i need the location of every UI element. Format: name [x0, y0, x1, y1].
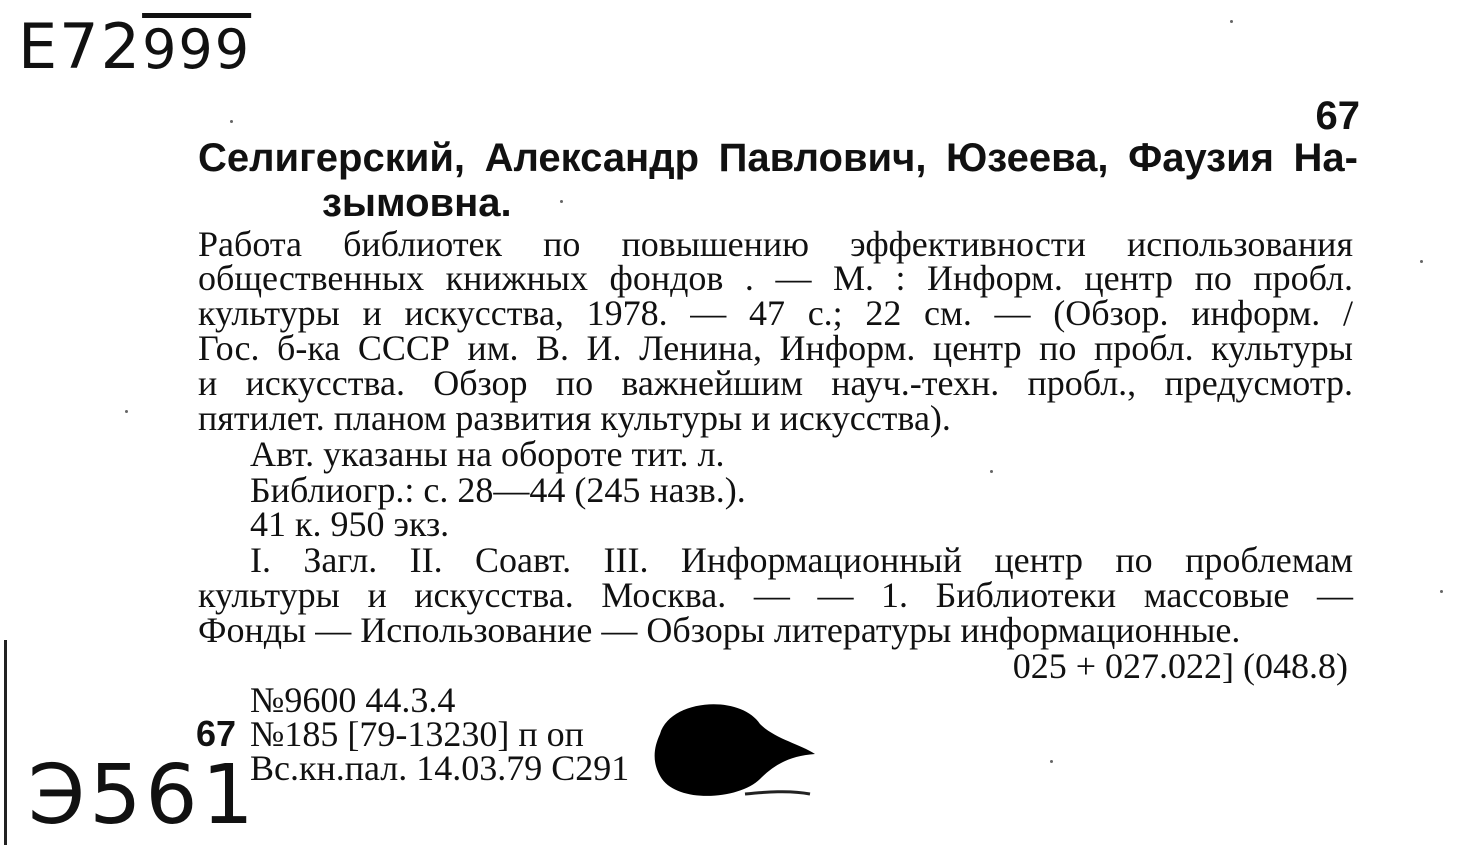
scan-speck	[230, 120, 233, 123]
note-bibliography: Библиогр.: с. 28—44 (245 назв.).	[250, 470, 746, 510]
scan-speck	[1050, 760, 1053, 763]
body-line-5: и искусства. Обзор по важнейшим науч.-техн. пробл., предусмотр.	[198, 363, 1353, 403]
body-line-2: общественных книжных фондов . — М. : Информ. центр по пробл.	[198, 258, 1353, 298]
heading-line-2: зымовна.	[322, 181, 512, 225]
body-line-1: Работа библиотек по повышению эффективности использования	[198, 224, 1353, 264]
footer-prefix: 67	[196, 713, 237, 754]
footer-line-2: Вс.кн.пал. 14.03.79 С291	[250, 748, 630, 788]
scan-speck	[990, 470, 993, 473]
scan-speck	[1230, 20, 1233, 23]
classification-index: 025 + 027.022] (048.8)	[1012, 646, 1348, 686]
footer-line-1: №185 [79-13230] п оп	[250, 714, 584, 754]
note-authors: Авт. указаны на обороте тит. л.	[250, 434, 725, 474]
body-line-3: культуры и искусства, 1978. — 47 с.; 22 см. — (Обзор. информ. /	[198, 293, 1353, 333]
scan-speck	[1440, 590, 1443, 593]
handwritten-inventory-mark: Э561	[28, 748, 258, 843]
tracings-line-1: I. Загл. II. Соавт. III. Информационный центр по проблемам	[250, 540, 1353, 580]
handwritten-shelf-number: 999	[142, 18, 252, 81]
note-price: 41 к. 950 экз.	[250, 504, 450, 544]
body-line-4: Гос. б-ка СССР им. В. И. Ленина, Информ. центр по пробл. культуры	[198, 328, 1353, 368]
ink-blot	[650, 694, 820, 804]
heading-line-1: Селигерский, Александр Павлович, Юзеева, Фаузия На-	[198, 136, 1358, 180]
scan-speck	[125, 410, 128, 413]
scan-speck	[1420, 260, 1423, 263]
body-line-6: пятилет. планом развития культуры и искусства).	[198, 398, 951, 438]
order-number: №9600 44.3.4	[250, 680, 456, 720]
scan-speck	[560, 200, 563, 203]
tracings-line-3: Фонды — Использование — Обзоры литературы информационные.	[198, 610, 1241, 650]
handwritten-shelf-mark	[18, 10, 252, 83]
tracings-line-2: культуры и искусства. Москва. — — 1. Библиотеки массовые —	[198, 575, 1353, 615]
left-edge-line	[4, 640, 7, 845]
handwritten-shelf-prefix: Е72	[18, 10, 143, 83]
page-number: 67	[1315, 94, 1360, 138]
